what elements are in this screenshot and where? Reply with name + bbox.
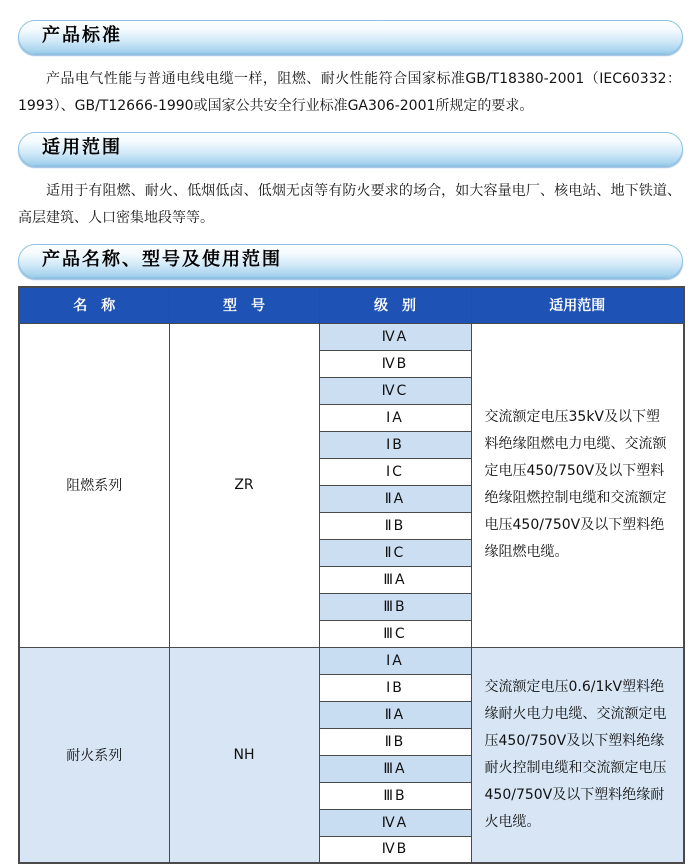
section-title: 产品名称、型号及使用范围 xyxy=(42,249,282,270)
level-cell: ⅡC xyxy=(319,539,471,566)
scope-paragraph: 适用于有阻燃、耐火、低烟低卤、低烟无卤等有防火要求的场合，如大容量电厂、核电站、地下铁道、高层建筑、人口密集地段等等。 xyxy=(18,183,681,226)
section-title: 产品标准 xyxy=(42,25,122,46)
series-name-cell: 阻燃系列 xyxy=(19,323,169,647)
level-cell: ⅡA xyxy=(319,701,471,728)
series-scope-cell: 交流额定电压0.6/1kV塑料绝缘耐火电力电缆、交流额定电压450/750V及以下塑料绝缘耐火控制电缆和交流额定电压450/750V及以下塑料绝缘耐火电缆。 xyxy=(471,647,684,863)
level-cell: ⅢC xyxy=(319,620,471,647)
level-cell: ⅡA xyxy=(319,485,471,512)
level-cell: ⅢB xyxy=(319,593,471,620)
column-header-scope: 适用范围 xyxy=(471,287,684,323)
level-cell: ⅣB xyxy=(319,350,471,377)
section-title: 适用范围 xyxy=(42,137,122,158)
level-cell: ⅠA xyxy=(319,647,471,674)
standards-paragraph: 产品电气性能与普通电线电缆一样，阻燃、耐火性能符合国家标准GB/T18380-2001（IEC60332：1993）、GB/T12666-1990或国家公共安全行业标准GA306-2001所规定的要求。 xyxy=(18,71,681,114)
level-cell: ⅠC xyxy=(319,458,471,485)
level-cell: ⅠB xyxy=(319,674,471,701)
series-scope-cell: 交流额定电压35kV及以下塑料绝缘阻燃电力电缆、交流额定电压450/750V及以下塑料绝缘阻燃控制电缆和交流额定电压450/750V及以下塑料绝缘阻燃电缆。 xyxy=(471,323,684,647)
table-group-nh xyxy=(19,647,684,863)
level-cell: ⅣA xyxy=(319,809,471,836)
series-name-cell: 耐火系列 xyxy=(19,647,169,863)
level-cell: ⅣA xyxy=(319,323,471,350)
level-cell: ⅠB xyxy=(319,431,471,458)
level-cell: ⅢA xyxy=(319,755,471,782)
level-row xyxy=(19,647,684,674)
level-cell: ⅣB xyxy=(319,836,471,863)
level-cell: ⅢA xyxy=(319,566,471,593)
level-cell: ⅣC xyxy=(319,377,471,404)
column-header-model: 型 号 xyxy=(169,287,319,323)
section-header-product-table xyxy=(18,244,683,278)
series-model-cell: ZR xyxy=(169,323,319,647)
column-header-level: 级 别 xyxy=(319,287,471,323)
level-cell: ⅡB xyxy=(319,728,471,755)
level-cell: ⅢB xyxy=(319,782,471,809)
column-header-name: 名 称 xyxy=(19,287,169,323)
level-cell: ⅠA xyxy=(319,404,471,431)
section-header-standards xyxy=(18,20,683,54)
table-group-zr xyxy=(19,323,684,647)
level-cell: ⅡB xyxy=(319,512,471,539)
section-header-scope xyxy=(18,132,683,166)
level-row xyxy=(19,323,684,350)
series-model-cell: NH xyxy=(169,647,319,863)
product-series-table xyxy=(18,286,685,864)
table-header-row xyxy=(19,287,684,323)
